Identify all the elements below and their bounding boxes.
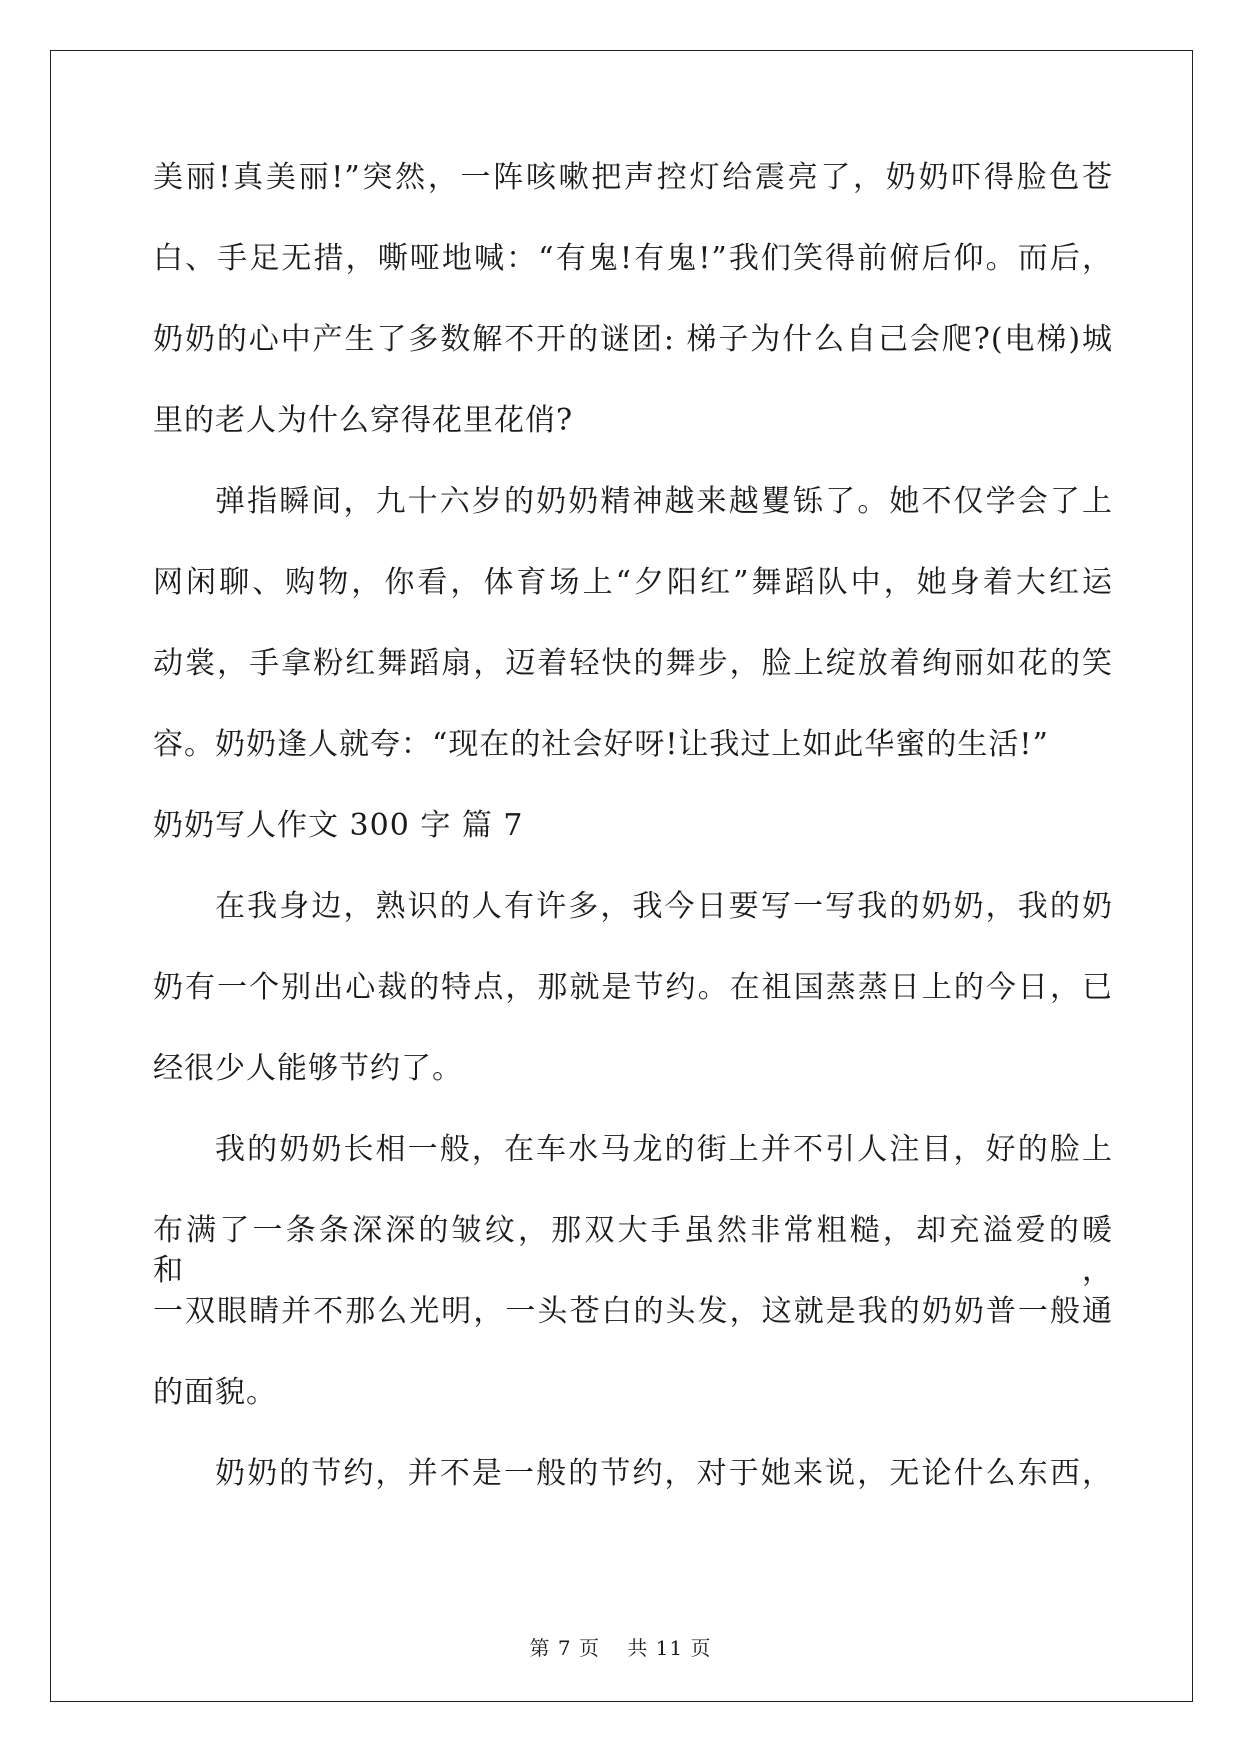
page-number: 第 7 页 <box>529 1636 600 1660</box>
page-footer <box>0 1632 1241 1661</box>
text-line: 动裳，手拿粉红舞蹈扇，迈着轻快的舞步，脸上绽放着绚丽如花的笑 <box>153 646 1113 681</box>
text-line: 里的老人为什么穿得花里花俏? <box>153 403 574 438</box>
text-line: 一双眼睛并不那么光明，一头苍白的头发，这就是我的奶奶普一般通 <box>153 1294 1113 1329</box>
text-line: 美丽!真美丽!”突然，一阵咳嗽把声控灯给震亮了，奶奶吓得脸色苍 <box>153 160 1113 195</box>
text-line: 容。奶奶逢人就夸：“现在的社会好呀!让我过上如此华蜜的生活!” <box>153 727 1049 762</box>
text-line: 奶有一个别出心裁的特点，那就是节约。在祖国蒸蒸日上的今日，已 <box>153 970 1113 1005</box>
text-line: 奶奶写人作文 300 字 篇 7 <box>153 808 524 843</box>
text-line: 弹指瞬间，九十六岁的奶奶精神越来越矍铄了。她不仅学会了上 <box>215 484 1113 519</box>
text-line: 布满了一条条深深的皱纹，那双大手虽然非常粗糙，却充溢爱的暖和， <box>153 1213 1113 1288</box>
text-line: 奶奶的心中产生了多数解不开的谜团: 梯子为什么自己会爬?(电梯)城 <box>153 322 1113 357</box>
text-line: 网闲聊、购物，你看，体育场上“夕阳红”舞蹈队中，她身着大红运 <box>153 565 1113 600</box>
text-line: 我的奶奶长相一般，在车水马龙的街上并不引人注目，好的脸上 <box>215 1132 1113 1167</box>
text-line: 的面貌。 <box>153 1375 277 1410</box>
page-total: 共 11 页 <box>627 1636 712 1660</box>
text-line: 奶奶的节约，并不是一般的节约，对于她来说，无论什么东西， <box>215 1456 1113 1491</box>
document-body <box>153 158 1113 1535</box>
text-line: 在我身边，熟识的人有许多，我今日要写一写我的奶奶，我的奶 <box>215 889 1113 924</box>
text-line: 经很少人能够节约了。 <box>153 1051 463 1086</box>
text-line: 白、手足无措，嘶哑地喊：“有鬼!有鬼!”我们笑得前俯后仰。而后， <box>153 241 1113 276</box>
